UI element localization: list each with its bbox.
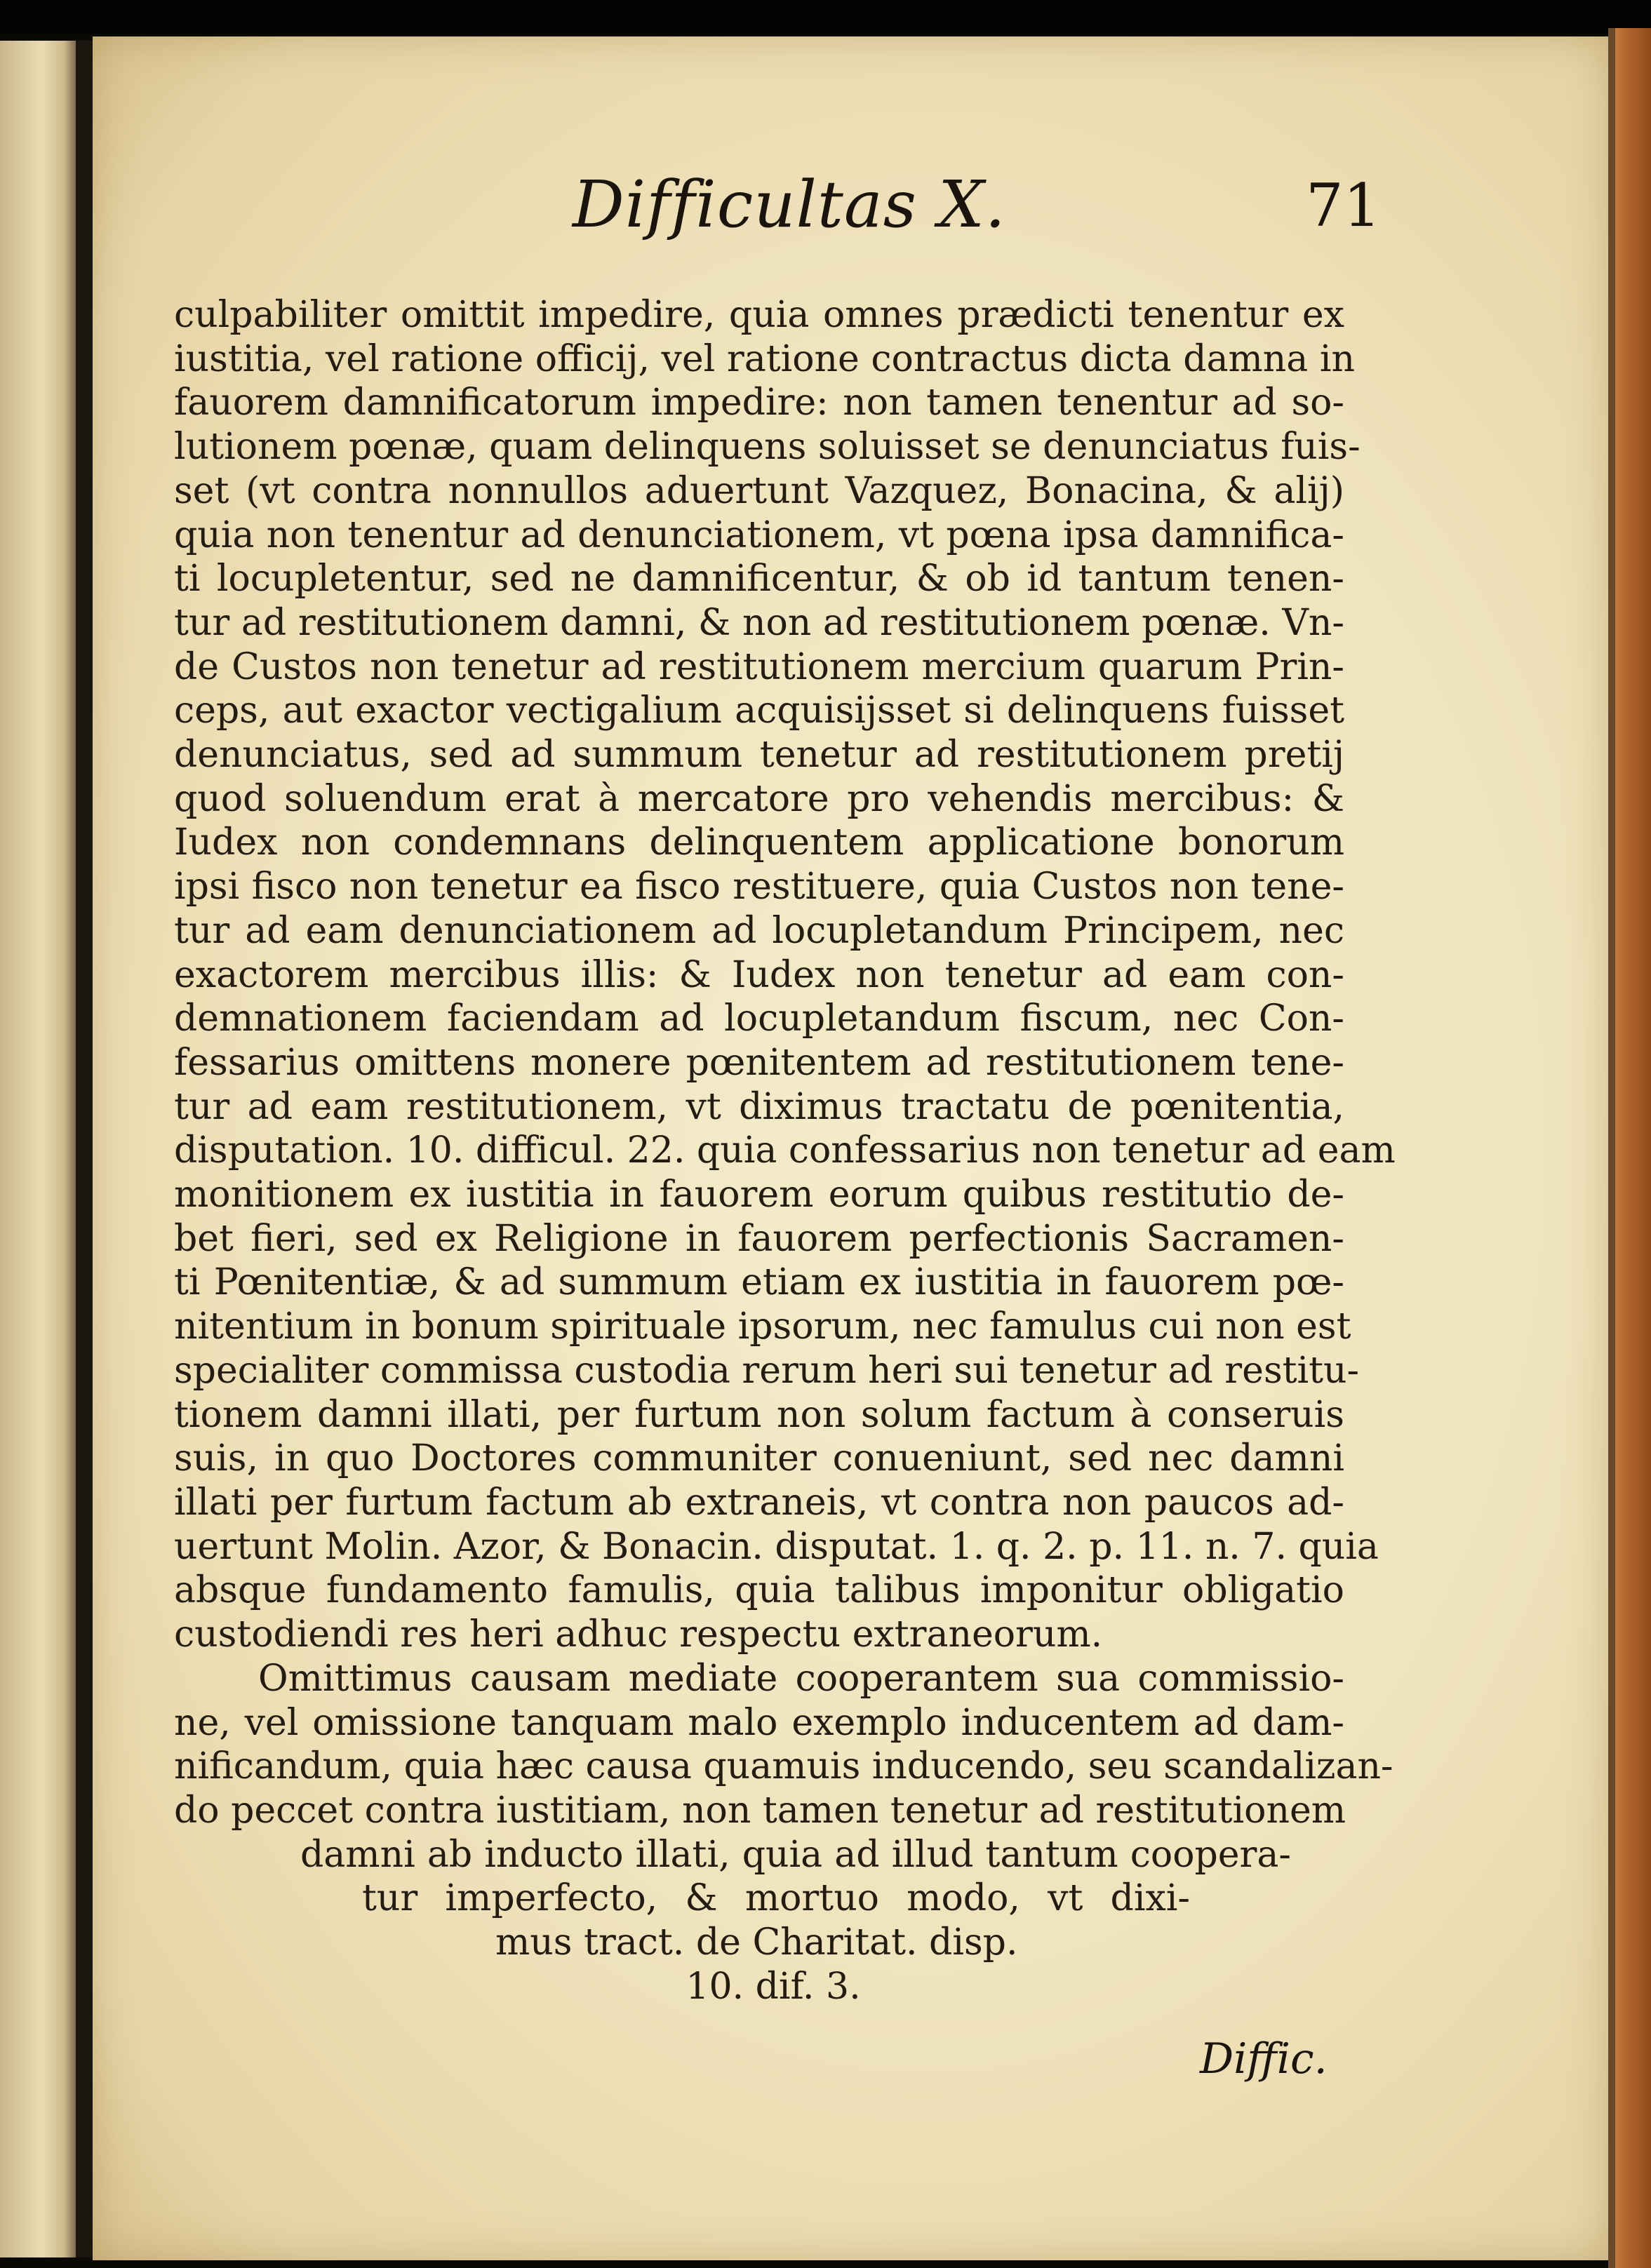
facing-page-edge: [0, 41, 80, 2257]
text-line: Iudex non condemnans delinquentem applicatione bonorum: [174, 821, 1344, 864]
text-line: denunciatus, sed ad summum tenetur ad restitutionem pretij: [174, 734, 1344, 777]
text-line: ceps, aut exactor vectigalium acquisijsset si delinquens fuisset: [174, 690, 1344, 732]
paragraph-first-line: Omittimus causam mediate cooperantem sua commissio-: [258, 1657, 1344, 1700]
text-line: disputation. 10. difficul. 22. quia confessarius non tenetur ad eam: [174, 1129, 1396, 1172]
text-line: absque fundamento famulis, quia talibus imponitur obligatio: [174, 1569, 1344, 1612]
page-fore-edge: [1608, 28, 1651, 2268]
text-line: bet fieri, sed ex Religione in fauorem perfectionis Sacramen-: [174, 1217, 1344, 1260]
running-title: Difficultas X.: [573, 167, 1006, 242]
text-line: specialiter commissa custodia rerum heri sui tenetur ad restitu-: [174, 1349, 1360, 1392]
text-line: ti Pœnitentiæ, & ad summum etiam ex iustitia in fauorem pœ-: [174, 1261, 1344, 1304]
text-line: nificandum, quia hæc causa quamuis inducendo, seu scandalizan-: [174, 1745, 1393, 1788]
text-line: tur ad restitutionem damni, & non ad restitutionem pœnæ. Vn-: [174, 601, 1344, 644]
tailpiece-line: tur imperfecto, & mortuo modo, vt dixi-: [362, 1877, 1190, 1920]
catchword: Diffic.: [1200, 2034, 1328, 2084]
text-line: tur ad eam restitutionem, vt diximus tractatu de pœnitentia,: [174, 1085, 1344, 1128]
text-line: uertunt Molin. Azor, & Bonacin. disputat. 1. q. 2. p. 11. n. 7. quia: [174, 1525, 1379, 1568]
text-line: fauorem damnificatorum impedire: non tamen tenentur ad so-: [174, 382, 1344, 424]
text-line: demnationem faciendam ad locupletandum fiscum, nec Con-: [174, 998, 1344, 1040]
text-line: de Custos non tenetur ad restitutionem mercium quarum Prin-: [174, 645, 1344, 688]
tailpiece-line: damni ab inducto illati, quia ad illud tantum coopera-: [300, 1833, 1291, 1876]
text-line: set (vt contra nonnullos aduertunt Vazquez, Bonacina, & alij): [174, 469, 1344, 512]
text-line: quia non tenentur ad denunciationem, vt pœna ipsa damnifica-: [174, 514, 1344, 556]
body-text: [174, 293, 1396, 2008]
text-line: exactorem mercibus illis: & Iudex non tenetur ad eam con-: [174, 953, 1344, 996]
text-line: quod soluendum erat à mercatore pro vehendis mercibus: &: [174, 777, 1344, 820]
text-line: tur ad eam denunciationem ad locupletandum Principem, nec: [174, 909, 1344, 952]
text-line: iustitia, vel ratione officij, vel ratione contractus dicta damna in: [174, 337, 1355, 380]
top-background: [0, 0, 1651, 34]
text-line: ne, vel omissione tanquam malo exemplo inducentem ad dam-: [174, 1701, 1344, 1744]
text-line: lutionem pœnæ, quam delinquens soluisset se denunciatus fuis-: [174, 426, 1361, 469]
text-line: fessarius omittens monere pœnitentem ad restitutionem tene-: [174, 1041, 1344, 1084]
page-number: 71: [1306, 171, 1381, 240]
tailpiece-line: 10. dif. 3.: [686, 1965, 861, 2008]
text-line: nitentium in bonum spirituale ipsorum, nec famulus cui non est: [174, 1306, 1351, 1348]
text-line: custodiendi res heri adhuc respectu extraneorum.: [174, 1613, 1103, 1656]
text-line: monitionem ex iustitia in fauorem eorum quibus restitutio de-: [174, 1174, 1344, 1216]
text-line: suis, in quo Doctores communiter conueniunt, sed nec damni: [174, 1437, 1344, 1480]
text-line: ti locupletentur, sed ne damnificentur, & ob id tantum tenen-: [174, 558, 1344, 600]
text-line: culpabiliter omittit impedire, quia omnes prædicti tenentur ex: [174, 294, 1344, 336]
page-header: [90, 140, 1381, 246]
text-line: illati per furtum factum ab extraneis, vt contra non paucos ad-: [174, 1481, 1344, 1524]
tailpiece-line: mus tract. de Charitat. disp.: [495, 1921, 1018, 1964]
gutter-shadow: [76, 41, 93, 2257]
text-line: do peccet contra iustitiam, non tamen tenetur ad restitutionem: [174, 1789, 1346, 1832]
text-line: tionem damni illati, per furtum non solum factum à conseruis: [174, 1393, 1344, 1436]
text-line: ipsi fisco non tenetur ea fisco restituere, quia Custos non tene-: [174, 866, 1344, 908]
